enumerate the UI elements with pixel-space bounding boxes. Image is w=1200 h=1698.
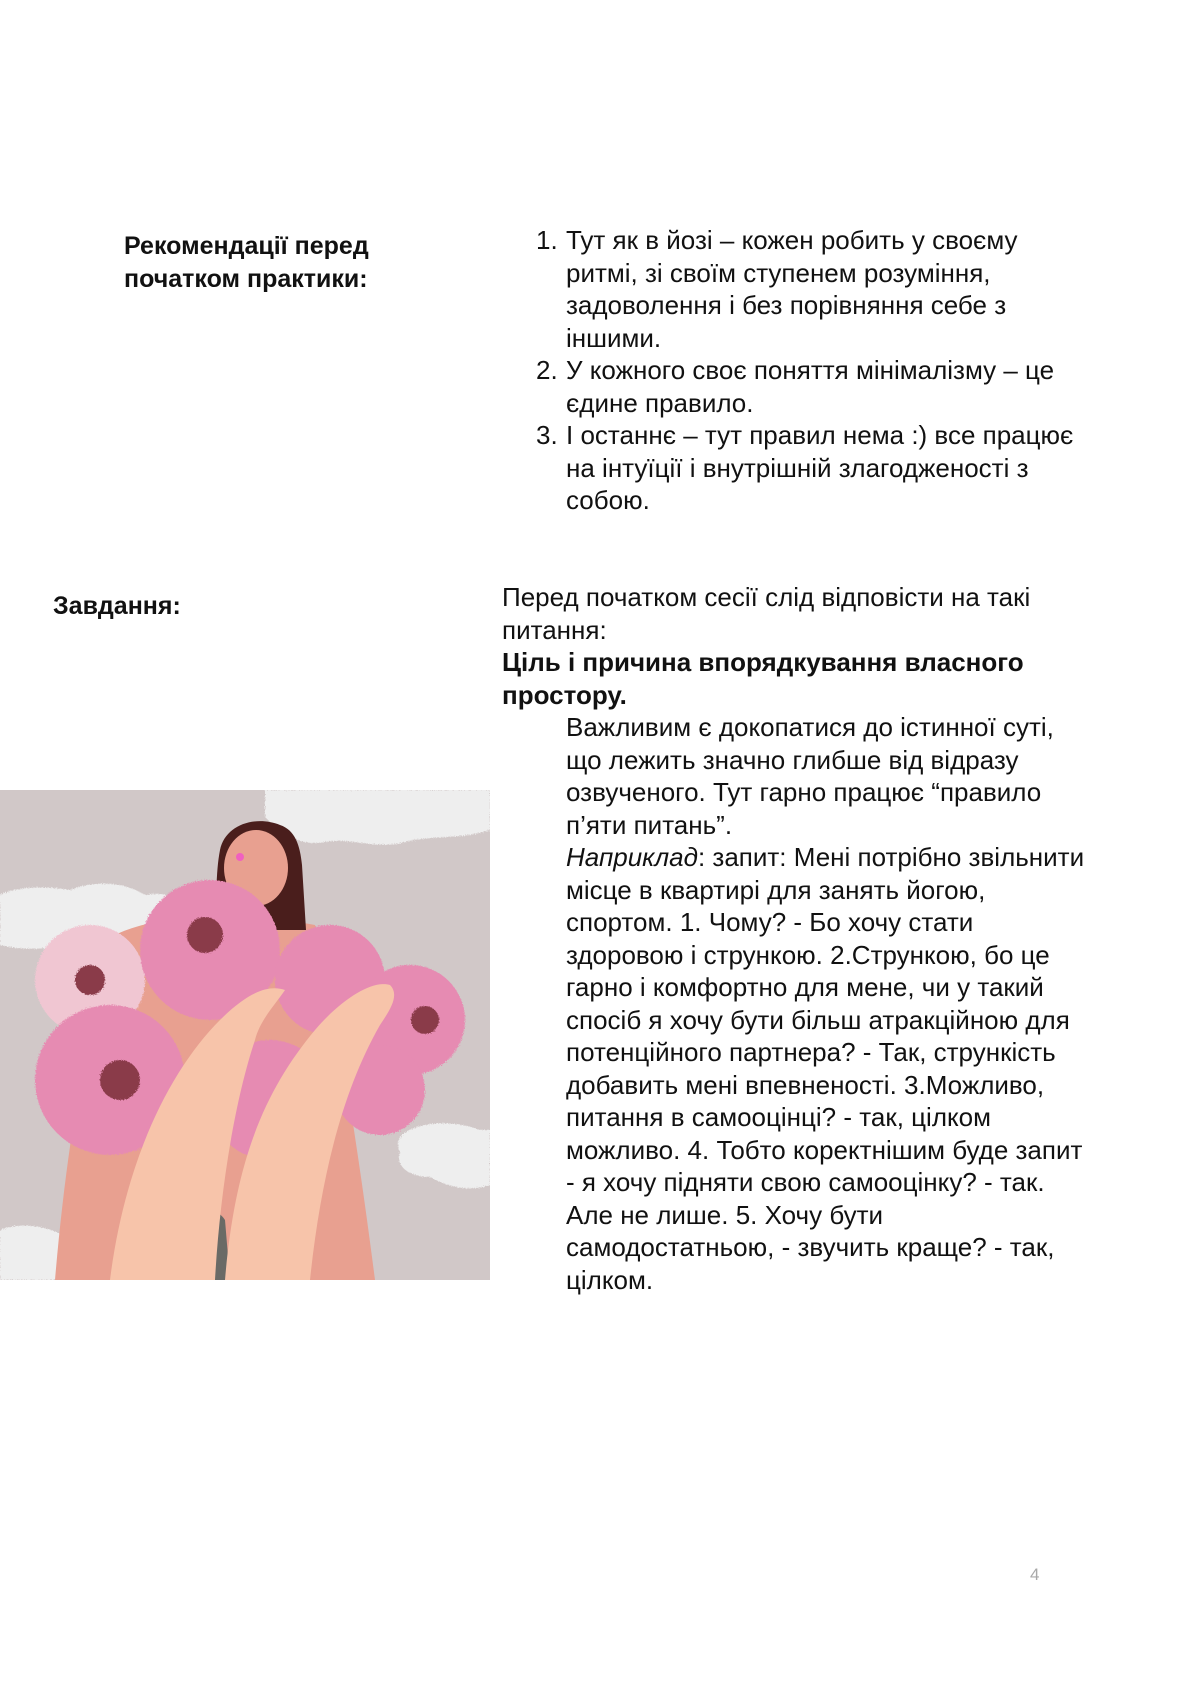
recommendations-heading-line1: Рекомендації перед — [124, 232, 369, 260]
recommendation-item — [536, 419, 1096, 517]
example-label: Наприклад — [566, 842, 698, 872]
task-bold-title: Ціль і причина впорядкування власного простору. — [502, 647, 1024, 710]
task-heading: Завдання: — [53, 592, 181, 620]
peonies-illustration — [0, 790, 490, 1280]
list-number: 3. — [536, 420, 558, 450]
task-intro: Перед початком сесії слід відповісти на такі питання: — [502, 582, 1031, 645]
recommendation-item — [536, 354, 1096, 419]
task-explanation — [502, 711, 1092, 1296]
example-text: : запит: Мені потрібно звільнити місце в квартирі для занять йогою, спортом. 1. Чому? - Бо хочу стати здоровою і стрункою. 2.Стрункою, бо це гарно і комфортно для мене, чи у такий спосіб я хочу бути більш атракційною для потенційного партнера? - Так, стрункість добавить мені впевненості. 3.Можливо, питання в самооцінці? - так, цілком можливо. 4. Тобто коректнішим буде запит - я хочу підняти свою самооцінку? - так. Але не лише. 5. Хочу бути самодостатньою, - звучить краще? - так, цілком. — [566, 842, 1085, 1295]
explanation-paragraph: Важливим є докопатися до істинної суті, що лежить значно глибше від відразу озвученого. Тут гарно працює “правило п’яти питань”. — [566, 712, 1054, 840]
list-number: 1. — [536, 225, 558, 255]
recommendation-text: Тут як в йозі – кожен робить у своєму ритмі, зі своїм ступенем розуміння, задоволення і без порівняння себе з іншими. — [566, 225, 1018, 353]
recommendation-item — [536, 224, 1096, 354]
list-number: 2. — [536, 355, 558, 385]
recommendations-heading — [124, 230, 464, 296]
recommendations-heading-line2: початком практики: — [124, 265, 368, 293]
illustration-svg — [0, 790, 490, 1280]
cheek-icon — [236, 853, 244, 861]
recommendation-text: І останнє – тут правил нема :) все працює на інтуїції і внутрішній злагодженості з собою. — [566, 420, 1074, 515]
task-content — [502, 581, 1092, 1296]
recommendation-text: У кожного своє поняття мінімалізму – це єдине правило. — [566, 355, 1055, 418]
page-number: 4 — [1030, 1565, 1040, 1584]
recommendations-list — [536, 224, 1096, 517]
